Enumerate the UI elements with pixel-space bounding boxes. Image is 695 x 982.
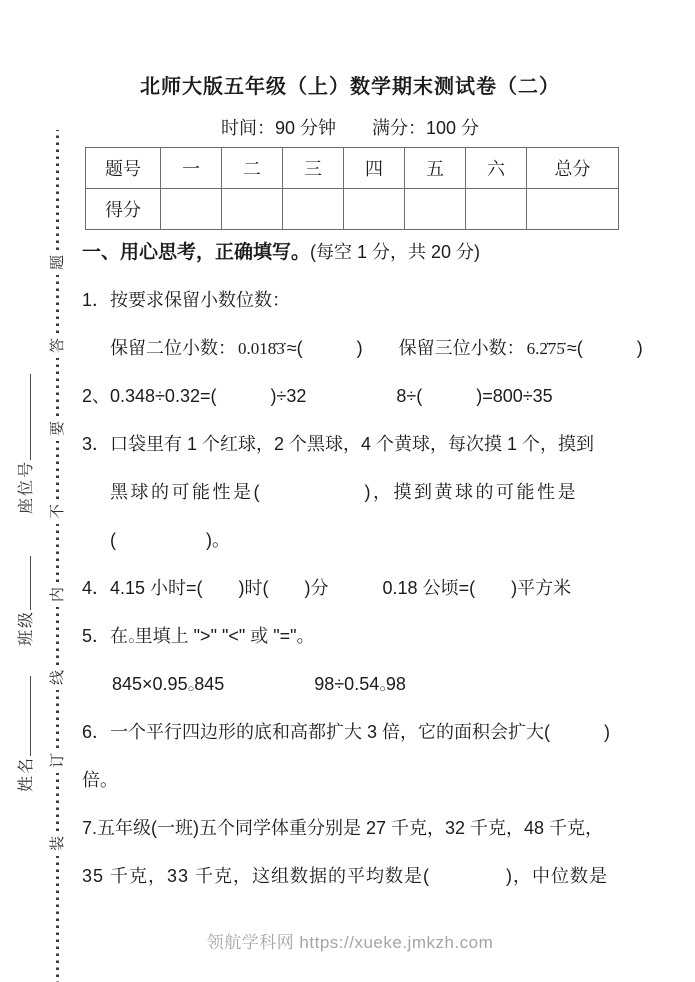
header-cell: 二 (222, 148, 283, 189)
score-cell (161, 189, 222, 230)
header-cell: 六 (466, 148, 527, 189)
question-5-line-1: 5．在○里填上 ">" "<" 或 "="。 (82, 612, 630, 660)
binding-char: 订 (48, 752, 66, 768)
q5-expression-2-right: 98 (385, 674, 406, 694)
binding-dotted-line (56, 690, 59, 748)
q1-keep-three-decimals-label: 保留三位小数： (398, 338, 525, 358)
score-cell (283, 189, 344, 230)
section-1-fill-in-blanks (82, 228, 643, 900)
question-5-line-2 (82, 660, 630, 708)
class-field-label: 班级 (18, 609, 35, 646)
name-field-label: 姓名 (18, 755, 35, 792)
header-cell: 总分 (527, 148, 619, 189)
question-1-line-1: 1．按要求保留小数位数： (82, 290, 291, 310)
student-info-fields (13, 332, 37, 792)
score-cell (344, 189, 405, 230)
site-watermark: 领航学科网 https://xueke.jmkzh.com (206, 933, 494, 952)
exam-time-and-score: 时间：90 分钟 满分：100 分 (220, 118, 480, 138)
comparison-circle: ○ (379, 683, 386, 695)
binding-dotted-line (56, 130, 59, 250)
header-cell: 五 (405, 148, 466, 189)
binding-char: 装 (48, 835, 66, 851)
q1-blank-2: ≈( ) (566, 338, 643, 358)
binding-char: 答 (48, 337, 66, 353)
seat-number-field-blank (13, 374, 31, 460)
question-3-line-1: 3．口袋里有 1 个红球，2 个黑球，4 个黄球，每次摸 1 个，摸到 (82, 434, 595, 454)
header-cell: 三 (283, 148, 344, 189)
q1-repeating-decimal-2: 6.2̇75̇ (526, 339, 565, 358)
score-table (85, 147, 619, 230)
q5-expression-2-left: 98÷0.54 (314, 674, 380, 694)
binding-char: 题 (48, 254, 66, 270)
q1-keep-two-decimals-label: 保留二位小数： (110, 338, 236, 358)
score-cell (527, 189, 619, 230)
comparison-circle: ○ (128, 635, 135, 647)
score-row-label: 得分 (86, 189, 161, 230)
question-1-line-2 (82, 324, 643, 372)
score-cell (405, 189, 466, 230)
section-1-heading (82, 228, 630, 276)
q1-blank-1: ≈( ) (286, 338, 363, 358)
question-4: 4．4.15 小时=( )时( )分 0.18 公顷=( )平方米 (82, 578, 572, 598)
section-1-heading-title: 一、用心思考，正确填写。 (82, 242, 311, 263)
binding-line (46, 130, 68, 982)
question-7-line-1: 7.五年级(一班)五个同学体重分别是 27 千克，32 千克，48 千克， (82, 818, 604, 838)
score-cell (222, 189, 283, 230)
question-6-line-2: 倍。 (82, 770, 118, 790)
q5-expression-1-right: 845 (194, 674, 225, 694)
seat-number-field-label: 座位号 (18, 459, 35, 514)
q1-repeating-decimal-1: 0.018̇3̇ (238, 339, 285, 358)
binding-char: 不 (48, 503, 66, 519)
question-7-line-2: 35 千克，33 千克，这组数据的平均数是( )，中位数是 (82, 866, 609, 886)
binding-char: 要 (48, 420, 66, 436)
header-cell: 一 (161, 148, 222, 189)
question-3-line-2: 黑球的可能性是( )，摸到黄球的可能性是 (110, 482, 578, 502)
binding-char: 线 (48, 669, 66, 685)
question-6-line-1: 6．一个平行四边形的底和高都扩大 3 倍，它的面积会扩大( ) (82, 722, 611, 742)
binding-dotted-line (56, 607, 59, 665)
q5-expression-1-left: 845×0.95 (112, 674, 188, 694)
binding-dotted-line (56, 856, 59, 982)
binding-dotted-line (56, 275, 59, 333)
section-1-heading-points: (每空 1 分，共 20 分) (310, 242, 481, 262)
comparison-circle: ○ (187, 683, 195, 695)
binding-dotted-line (56, 441, 59, 499)
question-3-line-3: ( )。 (110, 530, 230, 550)
score-cell (466, 189, 527, 230)
name-field-blank (13, 676, 31, 756)
score-table-header-row (86, 148, 619, 189)
header-cell: 题号 (86, 148, 161, 189)
binding-dotted-line (56, 773, 59, 831)
class-field-blank (13, 556, 31, 610)
binding-dotted-line (56, 524, 59, 582)
header-cell: 四 (344, 148, 405, 189)
question-2: 2、0.348÷0.32=( )÷32 8÷( )=800÷35 (82, 386, 553, 406)
score-table-score-row (86, 189, 619, 230)
page-title: 北师大版五年级（上）数学期末测试卷（二） (140, 76, 560, 98)
binding-char: 内 (48, 586, 66, 602)
binding-dotted-line (56, 358, 59, 416)
